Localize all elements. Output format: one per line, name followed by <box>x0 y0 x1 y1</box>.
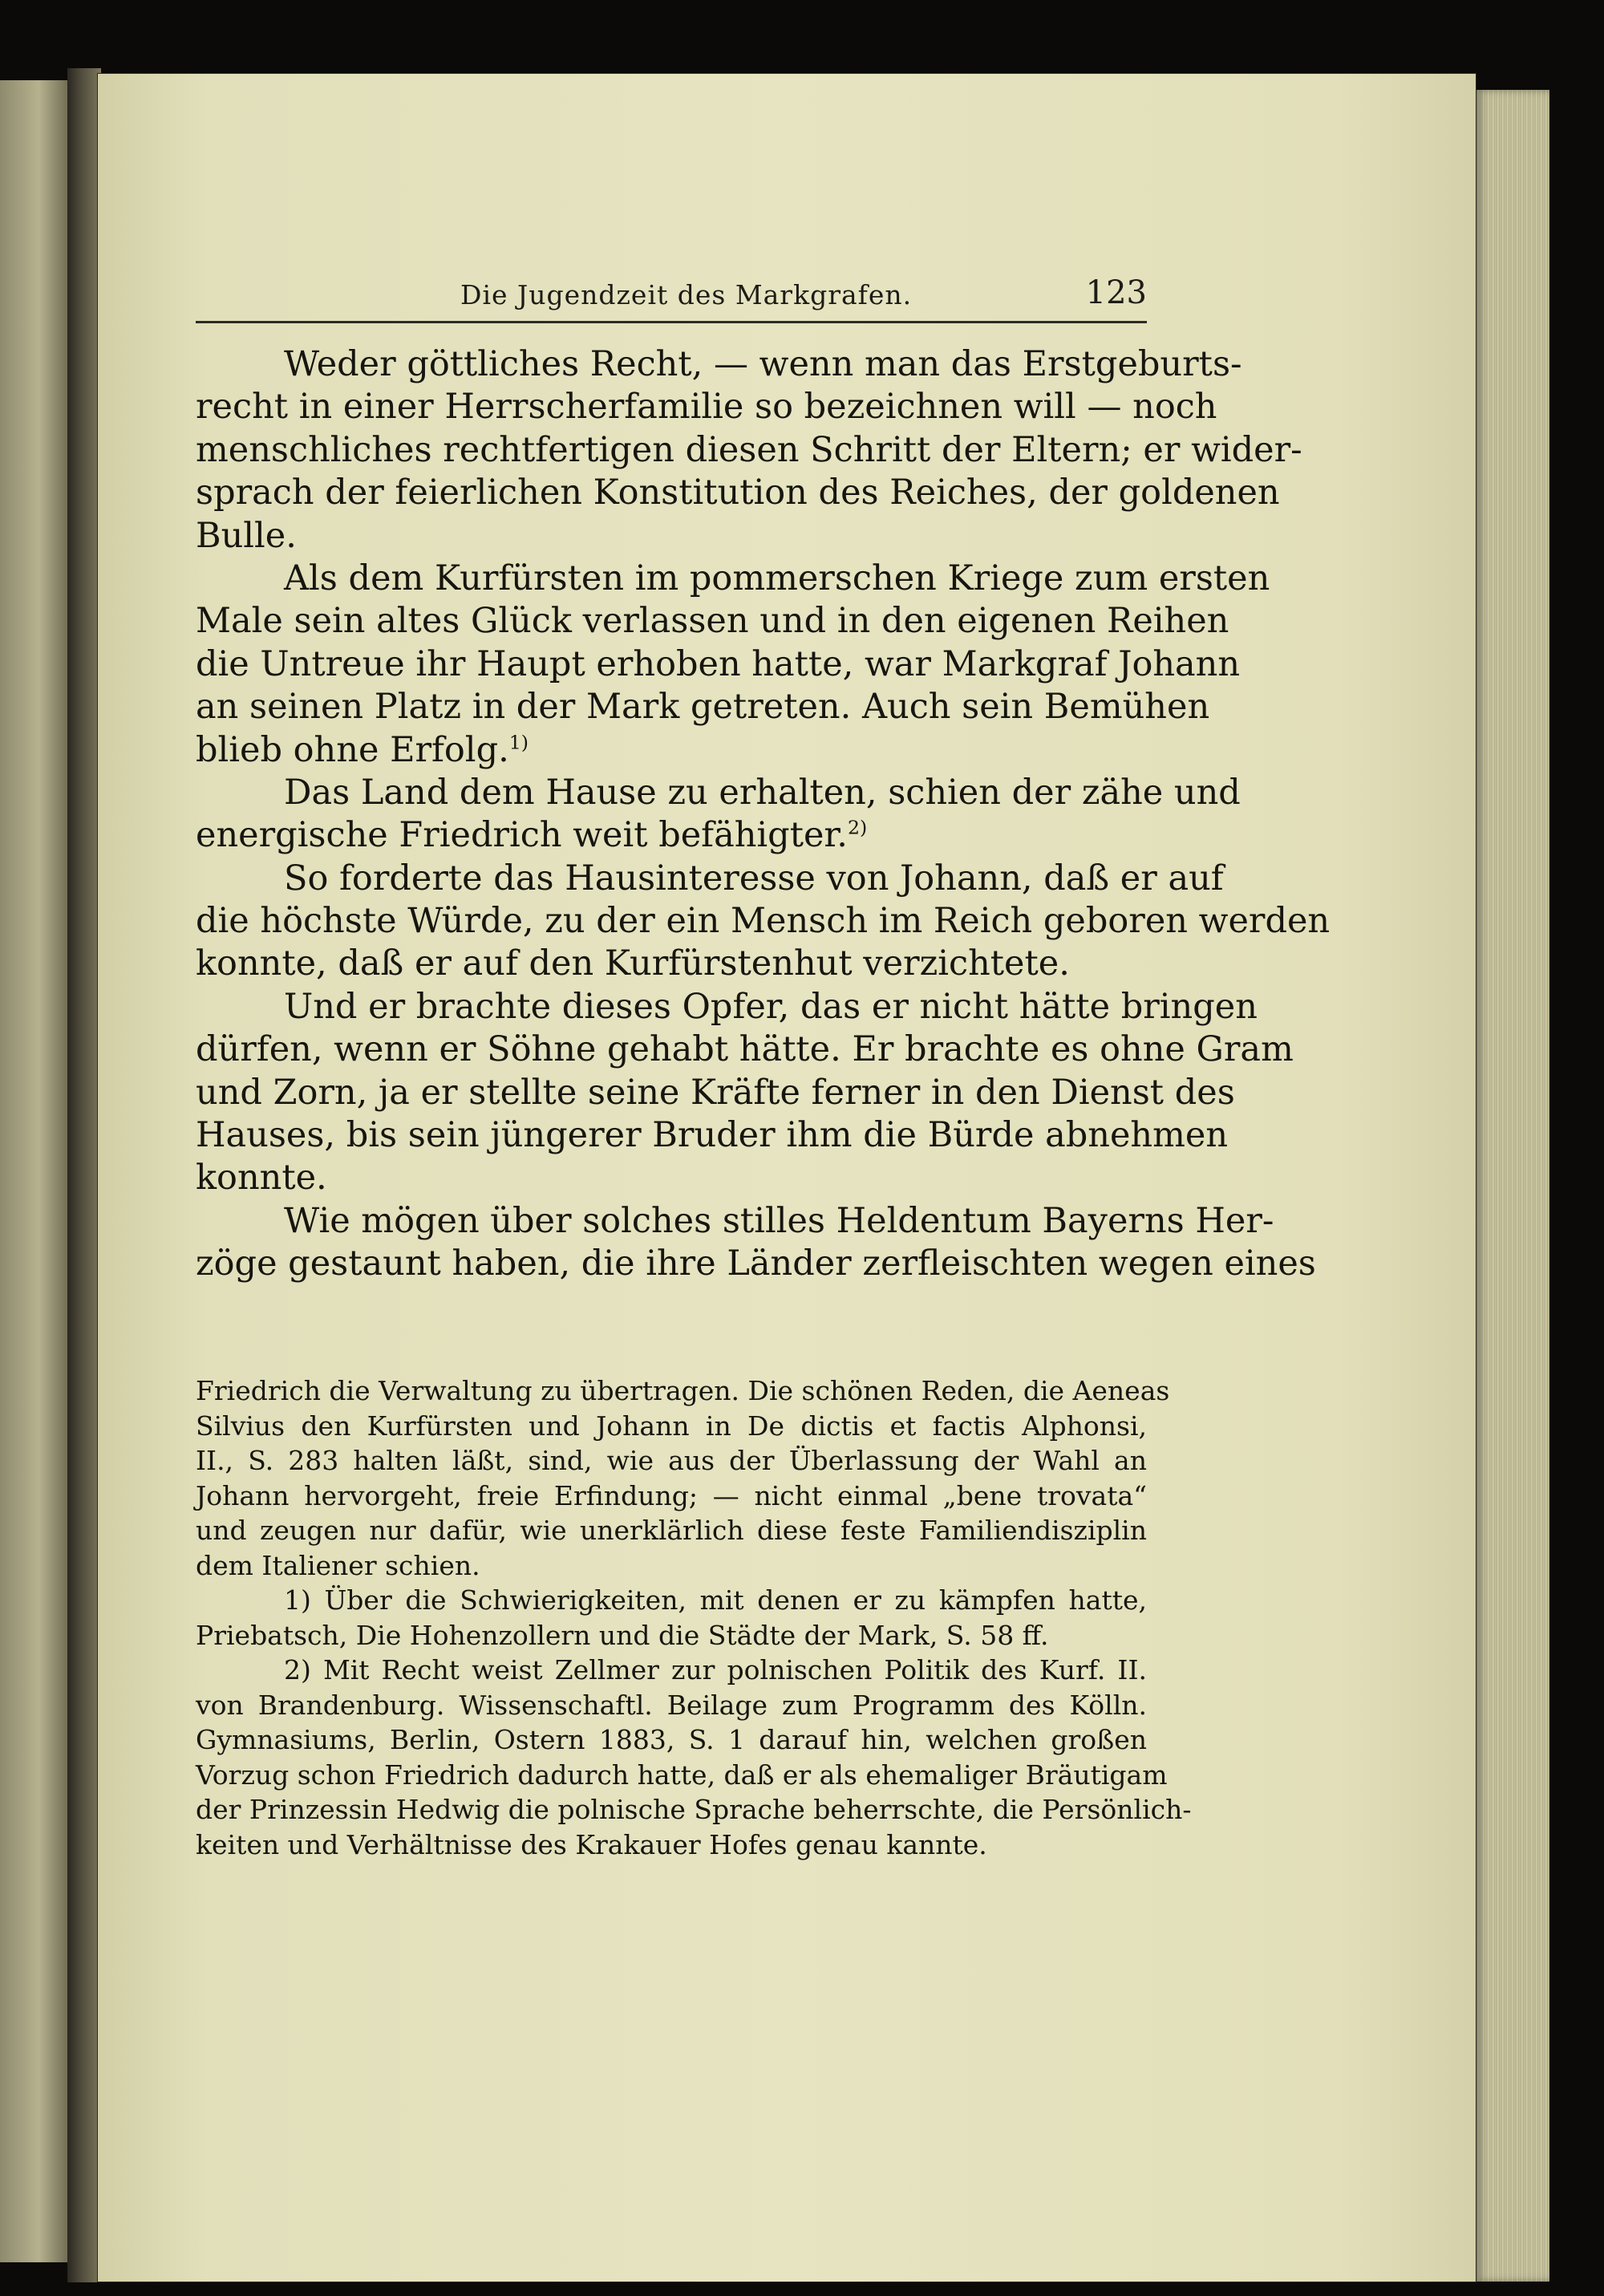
footnote-line: Friedrich die Verwaltung zu übertragen. Die schönen Reden, die Aeneas <box>196 1375 1170 1406</box>
text-line <box>196 814 1147 857</box>
text-line: Und er brachte dieses Opfer, das er nicht hätte bringen <box>284 986 1258 1027</box>
footnote-ref-1: 1) <box>508 731 529 754</box>
text-line: Bulle. <box>196 515 297 556</box>
text-line: zöge gestaunt haben, die ihre Länder zerfleischten wegen eines <box>196 1243 1316 1284</box>
main-text <box>196 343 1331 1286</box>
footnote-line: Priebatsch, Die Hohenzollern und die Städte der Mark, S. 58 ff. <box>196 1619 1049 1651</box>
text-line: Als dem Kurfürsten im pommerschen Kriege zum ersten <box>284 558 1270 598</box>
text-line: Wie mögen über solches stilles Heldentum Bayerns Her- <box>284 1200 1274 1241</box>
footnote-line: dem Italiener schien. <box>196 1549 480 1581</box>
text-line: So forderte das Hausinteresse von Johann, daß er auf <box>284 858 1224 899</box>
footnote-line: von Brandenburg. Wissenschaftl. Beilage zum Programm des Kölln. <box>196 1689 1147 1721</box>
running-title: Die Jugendzeit des Markgrafen. <box>460 279 913 310</box>
page-header <box>196 273 1147 323</box>
footnote-line: II., S. 283 halten läßt, sind, wie aus der Überlassung der Wahl an <box>196 1445 1147 1476</box>
text-line: konnte. <box>196 1158 327 1199</box>
text-line-content: energische Friedrich weit befähigter. <box>196 815 848 856</box>
footnote-2: 2) Mit Recht weist Zellmer zur polnischen Politik des Kurf. II. <box>284 1654 1147 1685</box>
footnote-line: Johann hervorgeht, freie Erfindung; — nicht einmal „bene trovata“ <box>196 1479 1147 1511</box>
footnotes <box>196 1373 1192 1862</box>
footnote-line: keiten und Verhältnisse des Krakauer Hofes genau kannte. <box>196 1828 987 1860</box>
text-line <box>196 729 1147 772</box>
footnote-ref-2: 2) <box>847 816 868 839</box>
footnote-1: 1) Über die Schwierigkeiten, mit denen er zu kämpfen hatte, <box>284 1584 1147 1616</box>
footnote-line: Vorzug schon Friedrich dadurch hatte, daß er als ehemaliger Bräutigam <box>196 1759 1168 1791</box>
text-line: sprach der feierlichen Konstitution des Reiches, der goldenen <box>196 473 1280 513</box>
footnote-line: und zeugen nur dafür, wie unerklärlich diese feste Familiendisziplin <box>196 1515 1147 1546</box>
footnote-line: der Prinzessin Hedwig die polnische Sprache beherrschte, die Persönlich- <box>196 1794 1192 1825</box>
text-line: menschliches rechtfertigen diesen Schritt der Eltern; er wider- <box>196 429 1302 470</box>
text-line: Weder göttliches Recht, — wenn man das Erstgeburts- <box>284 344 1242 384</box>
text-line: an seinen Platz in der Mark getreten. Auch sein Bemühen <box>196 687 1210 728</box>
book-gutter <box>67 68 101 2282</box>
facing-page-edge <box>0 80 71 2262</box>
book-fore-edge <box>1476 90 1549 2282</box>
text-line: recht in einer Herrscherfamilie so bezeichnen will — noch <box>196 387 1217 428</box>
text-line: die höchste Würde, zu der ein Mensch im Reich geboren werden <box>196 901 1331 942</box>
text-line: und Zorn, ja er stellte seine Kräfte ferner in den Dienst des <box>196 1072 1235 1113</box>
text-line: konnte, daß er auf den Kurfürstenhut verzichtete. <box>196 943 1070 984</box>
text-line: Hauses, bis sein jüngerer Bruder ihm die Bürde abnehmen <box>196 1115 1229 1156</box>
footnote-line: Gymnasiums, Berlin, Ostern 1883, S. 1 darauf hin, welchen großen <box>196 1724 1147 1755</box>
text-line: die Untreue ihr Haupt erhoben hatte, war Markgraf Johann <box>196 643 1241 684</box>
text-line: dürfen, wenn er Söhne gehabt hätte. Er brachte es ohne Gram <box>196 1029 1294 1070</box>
footnote-line: Silvius den Kurfürsten und Johann in De dictis et factis Alphonsi, <box>196 1410 1147 1442</box>
text-line: Male sein altes Glück verlassen und in den eigenen Reihen <box>196 601 1229 642</box>
text-line: Das Land dem Hause zu erhalten, schien der zähe und <box>284 772 1241 813</box>
text-line-content: blieb ohne Erfolg. <box>196 729 509 770</box>
page-number: 123 <box>1085 274 1147 311</box>
